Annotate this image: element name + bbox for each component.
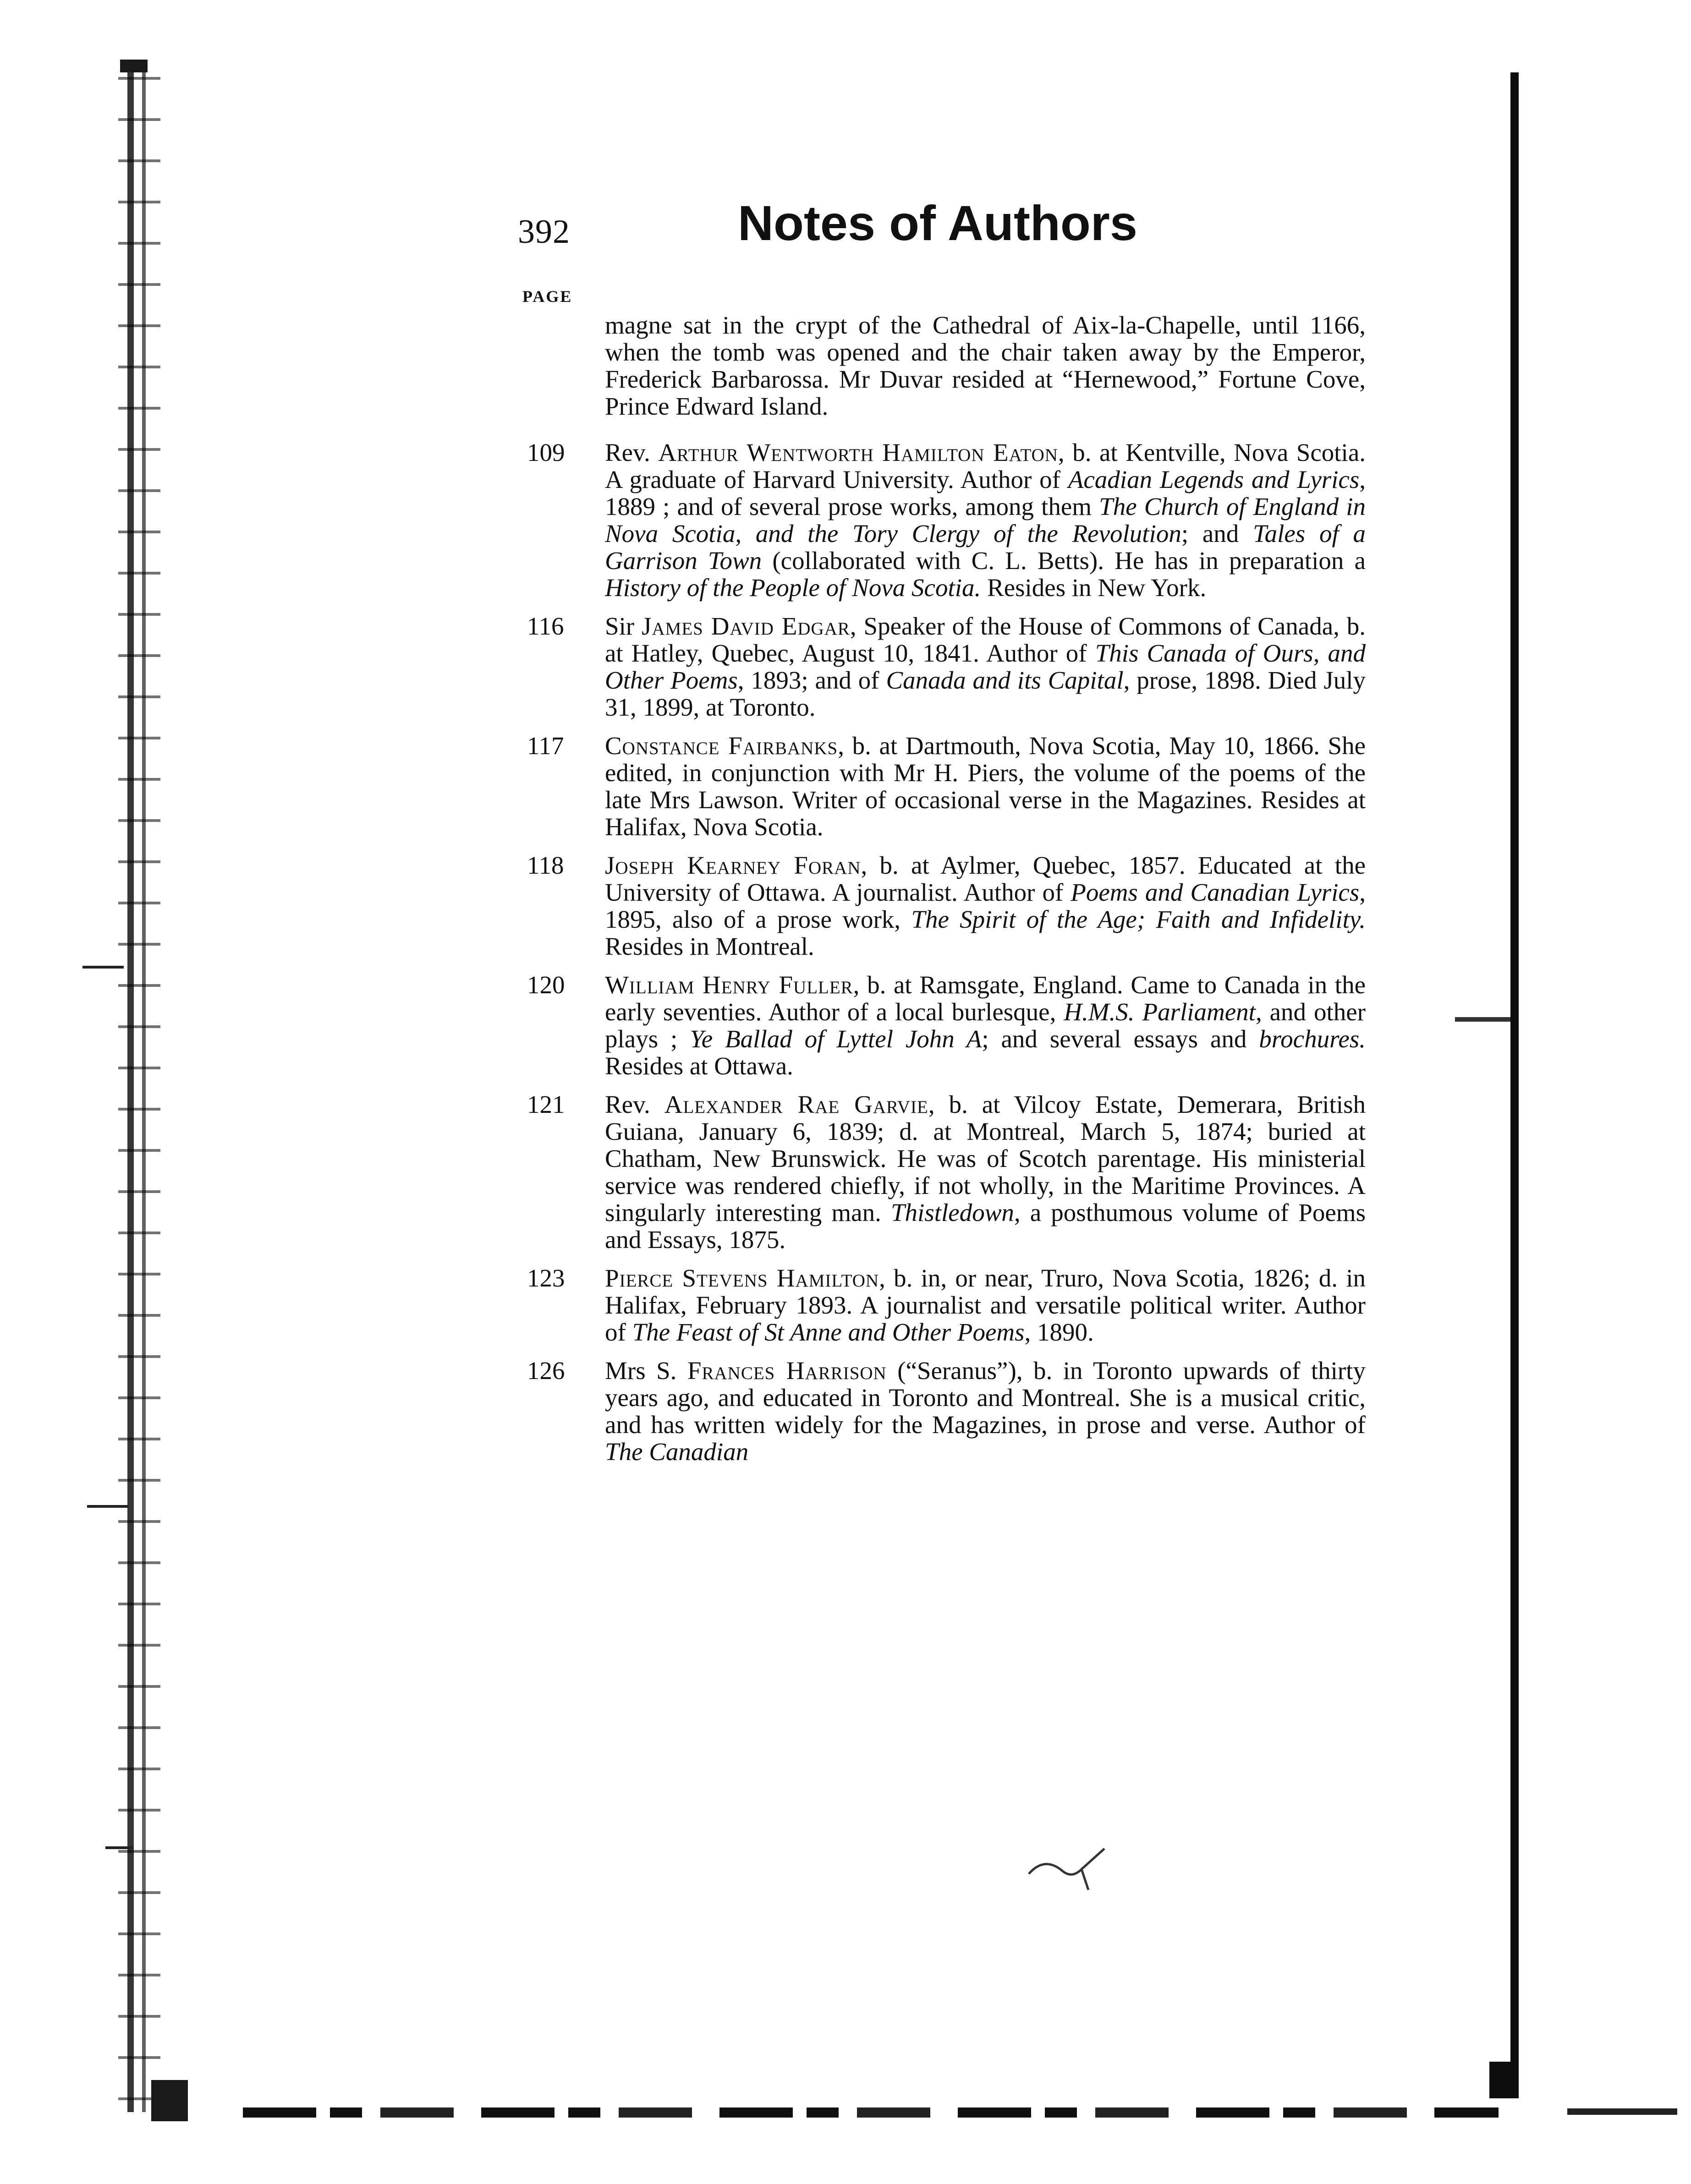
work-title: Thistledown [890, 1199, 1014, 1226]
work-title: brochures. [1259, 1025, 1366, 1053]
entry-segment: , b. at Dartmouth, Nova Scotia, May 10, 1866. She edited, in conjunction with Mr H. Piers, the volume of the poems of the late Mrs Lawson. Writer of occasional verse in the Magazines. Resides at Halifax, Nova Scotia. [605, 732, 1366, 841]
author-name: Alexander Rae Garvie [664, 1090, 928, 1118]
entry-segment: , b. at Aylmer, Quebec, 1857. Educated at the University of Ottawa. A journalist. Author of [605, 851, 1366, 906]
entry-page-number: 123 [527, 1264, 565, 1292]
entry-page-number: 116 [527, 612, 564, 640]
entry-text [605, 1264, 1366, 1346]
scan-margin-mark [105, 1846, 133, 1849]
entry-segment: Resides at Ottawa. [605, 1052, 793, 1080]
entry-segment: , 1895, also of a prose work, [605, 878, 1366, 933]
entry-segment: , b. at Kentville, Nova Scotia. A graduate of Harvard University. Author of [605, 438, 1366, 493]
entry-text [605, 612, 1366, 721]
author-name: William Henry Fuller [605, 971, 853, 999]
entry-page-number: 120 [527, 971, 565, 999]
entry-segment: , b. at Ramsgate, England. Came to Canada in the early seventies. Author of a local burlesque, [605, 971, 1366, 1026]
author-name: James David Edgar [642, 612, 850, 640]
scan-bottom-right-strip [1567, 2108, 1677, 2115]
entry-text [605, 851, 1366, 960]
entry-page-number: 126 [527, 1357, 565, 1385]
work-title: The Spirit of the Age; Faith and Infidelity. [911, 905, 1366, 933]
author-name: Arthur Wentworth Hamilton Eaton [658, 438, 1058, 466]
author-entry [527, 732, 1366, 840]
pencil-mark-icon [1027, 1846, 1109, 1892]
entry-segment: , a posthumous volume of Poems and Essays, 1875. [605, 1199, 1366, 1253]
author-entries [527, 439, 1366, 1465]
entry-segment: , and other plays ; [605, 998, 1366, 1053]
entry-text [605, 438, 1366, 602]
continuation-paragraph [527, 312, 1366, 420]
entry-page-number: 117 [527, 732, 564, 760]
entry-segment: ; and several essays and [982, 1025, 1259, 1053]
work-title: Canada and its Capital [886, 666, 1124, 694]
author-entry [527, 971, 1366, 1079]
scan-bottom-blot [151, 2080, 188, 2121]
entry-page-number: 109 [527, 438, 565, 466]
notes-content [527, 312, 1366, 1477]
entry-segment: (“Seranus”), b. in Toronto upwards of thirty years ago, and educated in Toronto and Montreal. She is a musical critic, and has written widely for the Magazines, in prose and verse. Author of [605, 1357, 1366, 1439]
author-entry [527, 1357, 1366, 1465]
author-entry [527, 439, 1366, 601]
entry-segment: , prose, 1898. Died July 31, 1899, at Toronto. [605, 666, 1366, 721]
entry-segment: Resides in New York. [981, 574, 1207, 602]
work-title: Poems and Canadian Lyrics [1071, 878, 1360, 906]
entry-segment: (collaborated with C. L. Betts). He has in preparation a [762, 547, 1366, 575]
author-entry [527, 852, 1366, 960]
author-entry [527, 1091, 1366, 1253]
scan-binding-edge [118, 60, 160, 2112]
entry-title-prefix: Sir [605, 612, 642, 640]
scan-right-nick [1455, 1017, 1510, 1022]
entry-text [605, 1090, 1366, 1253]
entry-segment: , b. at Vilcoy Estate, Demerara, British Guiana, January 6, 1839; d. at Montreal, March 5, 1874; buried at Chatham, New Brunswick. He was of Scotch parentage. His ministerial service was rendered chiefly, if not wholly, in the Maritime Provinces. A singularly interesting man. [605, 1090, 1366, 1226]
scan-margin-mark [82, 966, 124, 969]
author-name: Constance Fairbanks [605, 732, 838, 760]
scan-bottom-strip [243, 2107, 1499, 2118]
work-title: History of the People of Nova Scotia. [605, 574, 981, 602]
work-title: This Canada of Ours, and Other Poems [605, 639, 1366, 694]
entry-text [605, 732, 1366, 841]
continuation-text: magne sat in the crypt of the Cathedral of Aix-la-Chapelle, until 1166, when the tomb was opened and the chair taken away by the Emperor, Frederick Barbarossa. Mr Duvar resided at “Hernewood,” Fortune Cove, Prince Edward Island. [605, 311, 1366, 420]
entry-title-prefix: Mrs S. [605, 1357, 687, 1385]
entry-title-prefix: Rev. [605, 438, 659, 466]
page-title: Notes of Authors [738, 195, 1137, 251]
author-name: Frances Harrison [687, 1357, 887, 1385]
work-title: The Feast of St Anne and Other Poems [632, 1318, 1025, 1346]
author-name: Pierce Stevens Hamilton [605, 1264, 879, 1292]
author-entry [527, 1264, 1366, 1346]
work-title: H.M.S. Parliament [1064, 998, 1256, 1026]
entry-text [605, 971, 1366, 1080]
page-column-label: PAGE [522, 287, 573, 306]
work-title: Acadian Legends and Lyrics [1068, 465, 1360, 493]
entry-page-number: 121 [527, 1090, 565, 1118]
scan-right-edge [1510, 72, 1519, 2079]
entry-segment: Resides in Montreal. [605, 932, 814, 960]
entry-title-prefix: Rev. [605, 1090, 664, 1118]
scan-right-edge-foot [1489, 2062, 1519, 2098]
work-title: The Church of England in Nova Scotia, and the Tory Clergy of the Revolution [605, 493, 1366, 547]
entry-segment: , 1889 ; and of several prose works, among them [605, 465, 1366, 520]
running-head [518, 194, 1182, 263]
author-entry [527, 613, 1366, 721]
entry-text [605, 1357, 1366, 1466]
entry-segment: , 1890. [1024, 1318, 1094, 1346]
work-title: The Canadian [605, 1438, 749, 1466]
entry-segment: , 1893; and of [737, 666, 886, 694]
entry-segment: , Speaker of the House of Commons of Canada, b. at Hatley, Quebec, August 10, 1841. Author of [605, 612, 1366, 667]
work-title: Tales of a Garrison Town [605, 520, 1366, 575]
entry-segment: ; and [1181, 520, 1253, 547]
author-name: Joseph Kearney Foran [605, 851, 861, 879]
scan-binding-corner [120, 60, 148, 72]
scan-margin-mark [87, 1505, 128, 1508]
page-number: 392 [518, 213, 570, 251]
work-title: Ye Ballad of Lyttel John A [690, 1025, 982, 1053]
entry-segment: , b. in, or near, Truro, Nova Scotia, 1826; d. in Halifax, February 1893. A journalist and versatile political writer. Author of [605, 1264, 1366, 1346]
entry-page-number: 118 [527, 851, 564, 879]
